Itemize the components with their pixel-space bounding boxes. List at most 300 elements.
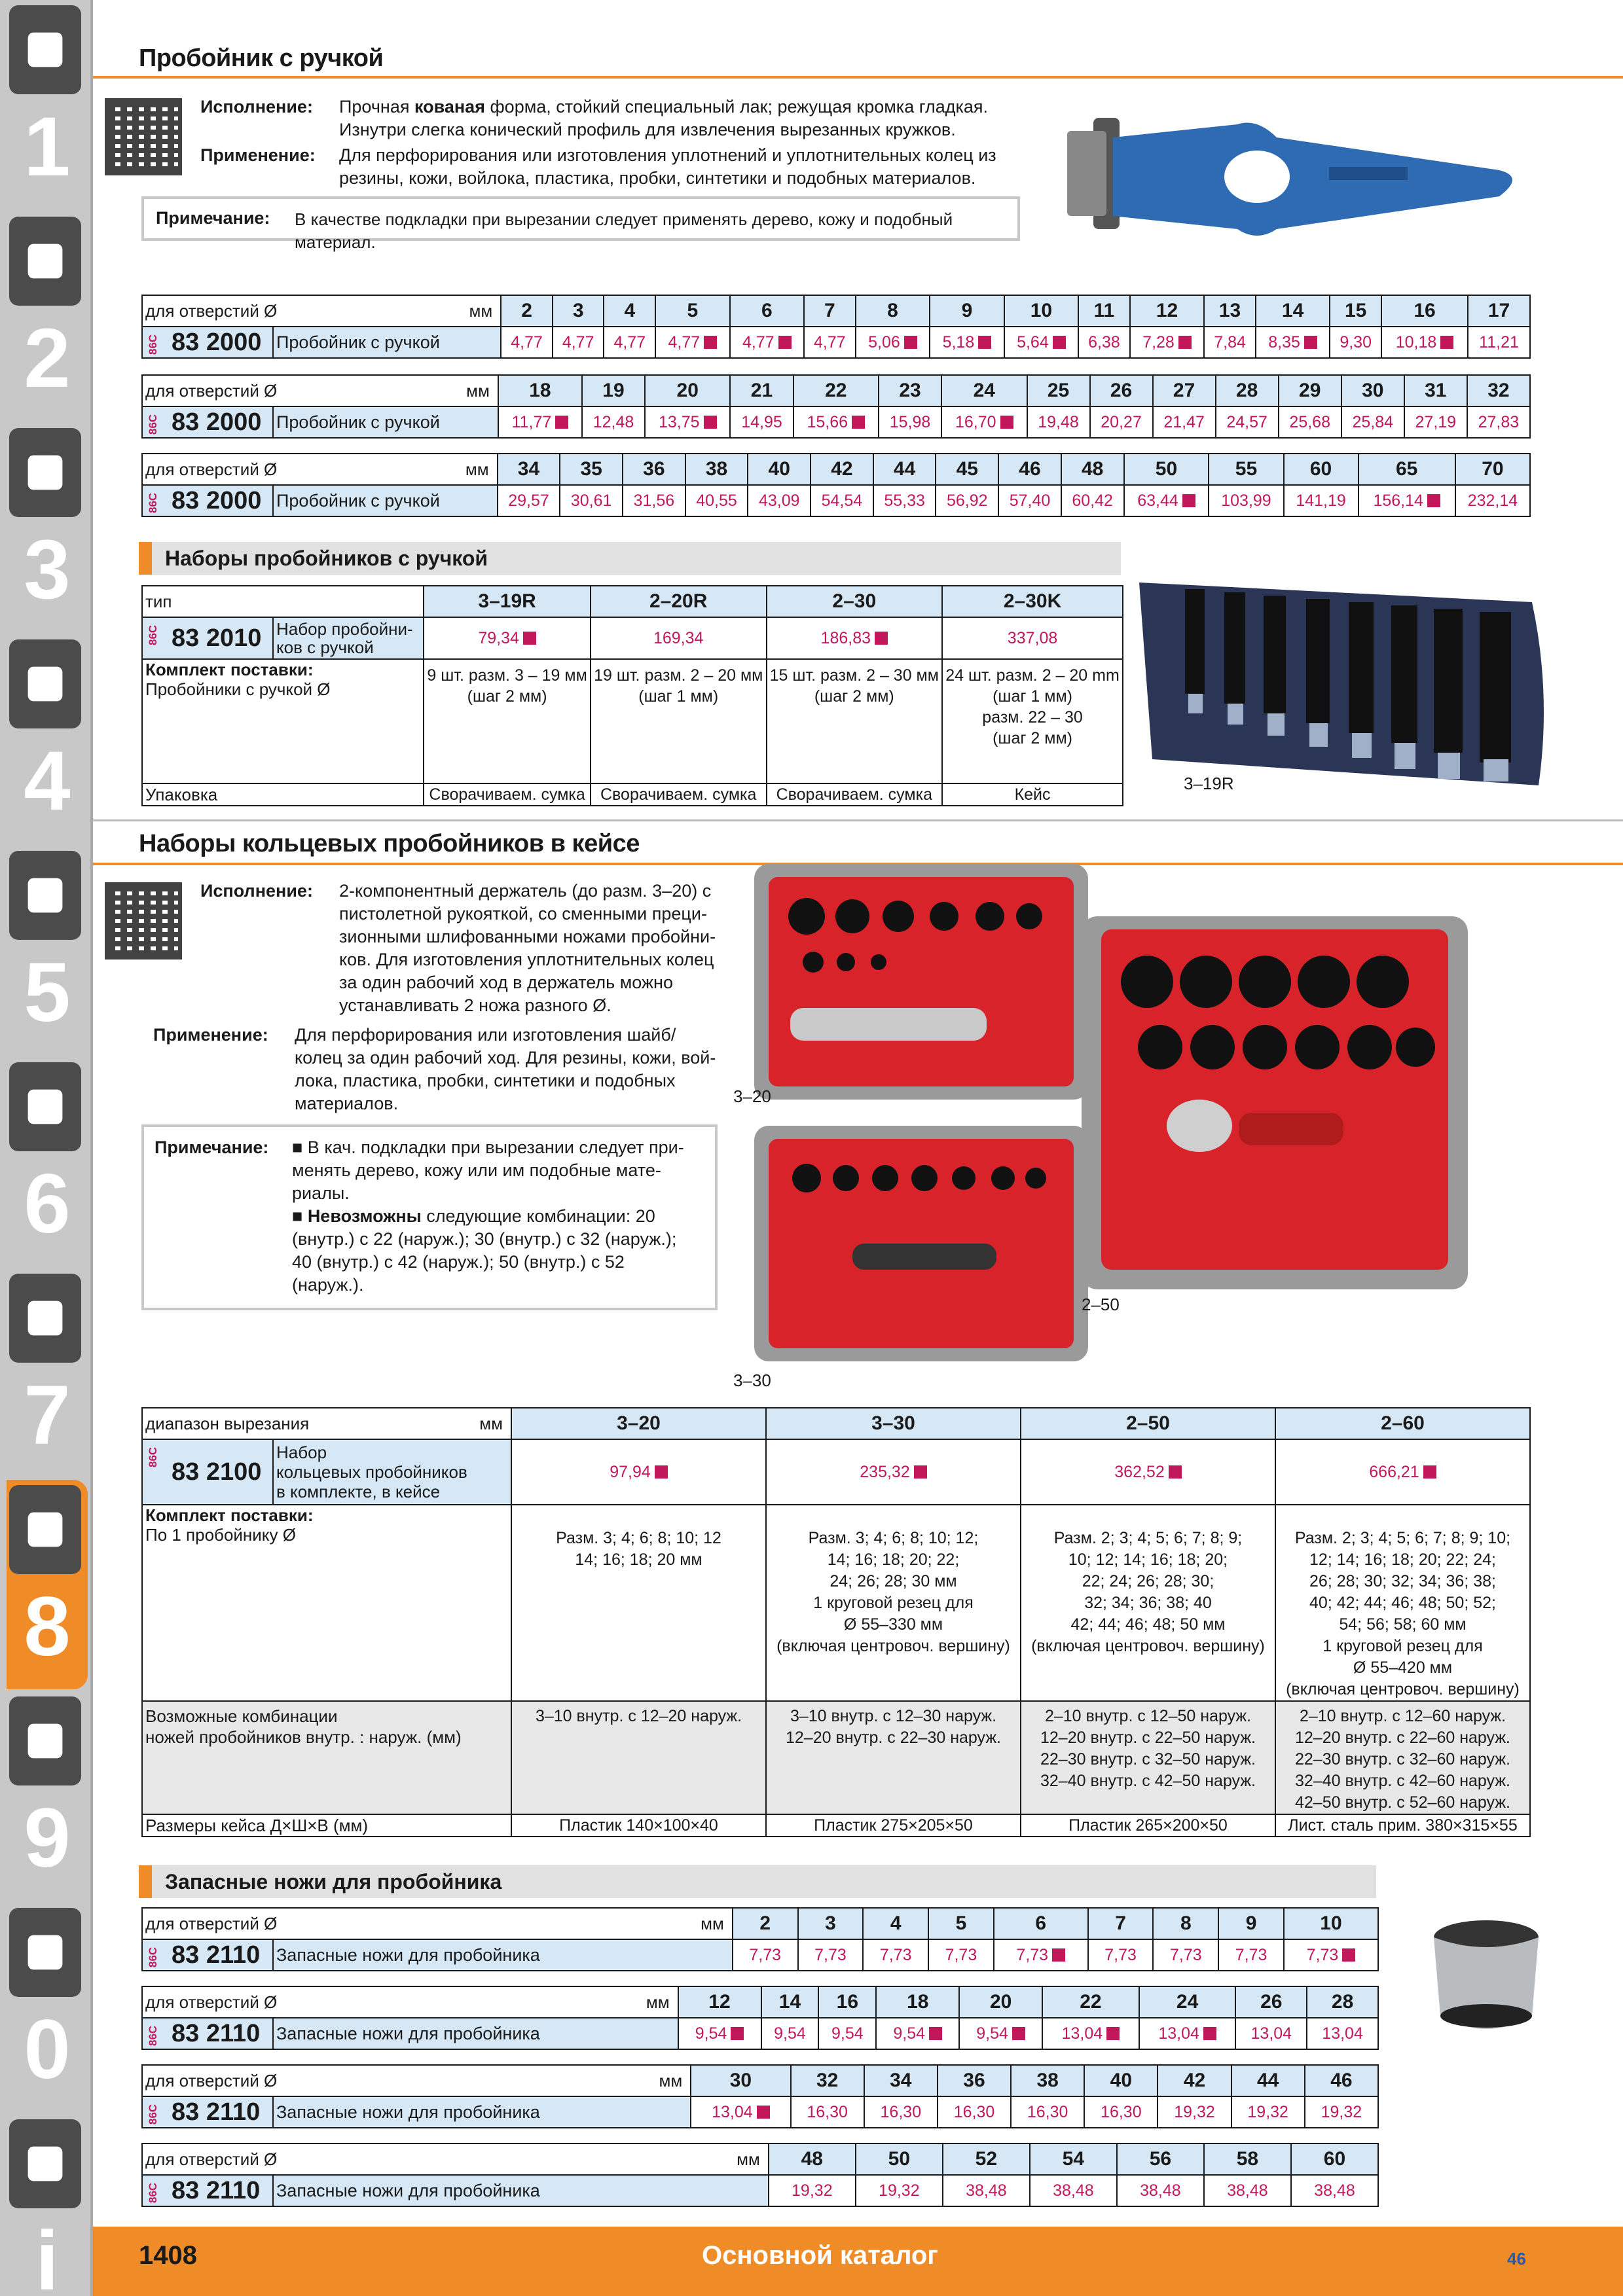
price-cell: 43,09 <box>748 485 811 516</box>
size-cell: 35 <box>560 454 623 485</box>
price-cell: 13,04 <box>1042 2018 1139 2049</box>
price-cell: 7,73 <box>863 1939 928 1971</box>
price-cell: 9,54 <box>818 2018 876 2049</box>
info-icon <box>9 2119 81 2208</box>
pack-label: Упаковка <box>142 783 424 806</box>
price-cell: 29,57 <box>498 485 560 516</box>
article-name: Набор кольцевых пробойников в комплекте, в кейсе <box>273 1439 511 1505</box>
size-cell: 6 <box>730 295 804 327</box>
blade-price-table-1 <box>141 1907 1379 1971</box>
size-cell: 36 <box>938 2065 1011 2096</box>
price-cell: 63,44 <box>1124 485 1209 516</box>
cabinet-icon <box>9 1696 81 1785</box>
size-cell: 8 <box>856 295 930 327</box>
price-cell: 24,57 <box>1216 406 1279 438</box>
price-cell: 19,32 <box>856 2175 943 2206</box>
size-cell: Лист. сталь прим. 380×315×55 <box>1275 1814 1530 1837</box>
size-cell: 28 <box>1307 1986 1378 2018</box>
price-cell: 7,73 <box>733 1939 798 1971</box>
comb-cell: 2–10 внутр. с 12–50 наруж. 12–20 внутр. с 22–50 наруж. 22–30 внутр. с 32–50 наруж. 32–40 внутр. с 42–50 наруж. <box>1021 1701 1275 1814</box>
hdr-label: для отверстий Ø мм <box>142 2065 691 2096</box>
price-cell: 38,48 <box>1204 2175 1291 2206</box>
ring-punch-cases-photo <box>728 851 1566 1394</box>
size-cell: 22 <box>1042 1986 1139 2018</box>
sidebar-chapter-7[interactable] <box>7 1268 88 1478</box>
subsection-punch-sets: Наборы пробойников с ручкой <box>139 542 1121 575</box>
toolbox-icon <box>9 1485 81 1574</box>
price-cell: 6,38 <box>1078 327 1130 358</box>
chuck-icon <box>9 428 81 517</box>
size-cell: 40 <box>1084 2065 1158 2096</box>
price-cell: 21,47 <box>1153 406 1216 438</box>
comb-cell: 2–10 внутр. с 12–60 наруж. 12–20 внутр. с 22–60 наруж. 22–30 внутр. с 32–60 наруж. 32–40 внутр. с 42–60 наруж. 42–50 внутр. с 52–60 наруж. <box>1275 1701 1530 1814</box>
exec-label-2: Исполнение: <box>200 881 313 901</box>
price-cell: 27,19 <box>1404 406 1467 438</box>
price-cell: 31,56 <box>623 485 685 516</box>
price-cell: 30,61 <box>560 485 623 516</box>
pack-cell: Сворачиваем. сумка <box>591 783 767 806</box>
price-cell: 97,94 <box>511 1439 766 1505</box>
price-cell: 5,18 <box>930 327 1004 358</box>
price-cell: 79,34 <box>424 617 591 659</box>
section-title-ring-punch-sets: Наборы кольцевых пробойников в кейсе <box>139 830 640 857</box>
size-cell: 16 <box>1381 295 1468 327</box>
article-name: Пробойник с ручкой <box>273 485 498 516</box>
note-box: Примечание: В качестве подкладки при вырезании следует применять дерево, кожу и подобный материал. <box>141 196 1020 241</box>
article-code: 86C 83 2110 <box>142 2018 273 2049</box>
range-cell: 2–60 <box>1275 1408 1530 1439</box>
sidebar-chapter-number: 8 <box>24 1580 71 1674</box>
price-cell: 13,04 <box>691 2096 790 2128</box>
app-label-2: Применение: <box>153 1025 268 1045</box>
price-cell: 19,32 <box>1305 2096 1378 2128</box>
sidebar-chapter-number: 9 <box>24 1791 71 1885</box>
price-cell: 16,30 <box>1011 2096 1084 2128</box>
sidebar-chapter-number: i <box>35 2214 59 2296</box>
size-cell: 42 <box>811 454 873 485</box>
price-cell: 16,70 <box>941 406 1027 438</box>
kit-cell: Разм. 2; 3; 4; 5; 6; 7; 8; 9; 10; 12; 14; 16; 18; 20; 22; 24; 26; 28; 30; 32; 34; 36; 38; 40 42; 44; 46; 48; 50 мм (включая центровоч. вершину) <box>1021 1505 1275 1701</box>
size-cell: 30 <box>691 2065 790 2096</box>
punch-price-table-1 <box>141 295 1531 359</box>
type-label: тип <box>142 586 424 617</box>
size-cell: 5 <box>655 295 729 327</box>
price-cell: 57,40 <box>998 485 1061 516</box>
size-cell: 7 <box>1088 1908 1154 1939</box>
hdr-label: для отверстий Ø мм <box>142 454 498 485</box>
size-cell: 16 <box>818 1986 876 2018</box>
size-cell: 42 <box>1158 2065 1231 2096</box>
wrench-icon <box>9 1062 81 1151</box>
size-cell: 17 <box>1468 295 1530 327</box>
saw-icon <box>9 851 81 940</box>
size-cell: 38 <box>685 454 748 485</box>
size-cell: 5 <box>928 1908 994 1939</box>
sidebar-chapter-3[interactable] <box>7 423 88 632</box>
price-cell: 20,27 <box>1090 406 1153 438</box>
app-text: Для перфорирования или изготовления уплотнений и уплотнительных колец из резины, кожи, войлока, пластика, пробки, синтетики и подобных материалов. <box>339 145 996 188</box>
size-cell: 48 <box>1061 454 1124 485</box>
price-cell: 7,73 <box>798 1939 864 1971</box>
spare-blade-photo <box>1421 1911 1552 2042</box>
article-code: 86C 83 2110 <box>142 2175 273 2206</box>
subsection-spare-blades: Запасные ножи для пробойника <box>139 1865 1376 1898</box>
price-cell: 5,06 <box>856 327 930 358</box>
type-cell: 3–19R <box>424 586 591 617</box>
catalog-name: Основной каталог <box>702 2241 938 2270</box>
price-cell: 156,14 <box>1359 485 1455 516</box>
size-cell: 32 <box>791 2065 864 2096</box>
insert-icon <box>9 217 81 306</box>
hdr-label: для отверстий Ø мм <box>142 1986 678 2018</box>
size-cell: 60 <box>1291 2144 1378 2175</box>
size-cell: 26 <box>1235 1986 1307 2018</box>
price-cell: 19,32 <box>1158 2096 1231 2128</box>
price-cell: 7,73 <box>994 1939 1088 1971</box>
section-rule <box>93 76 1623 79</box>
sidebar-chapter-number: 7 <box>24 1369 71 1462</box>
size-cell: 4 <box>863 1908 928 1939</box>
price-cell: 337,08 <box>942 617 1123 659</box>
article-name: Набор пробойни- ков с ручкой <box>273 617 424 659</box>
size-cell: 18 <box>876 1986 959 2018</box>
glasses-icon <box>9 1908 81 1997</box>
sidebar-chapter-8[interactable] <box>7 1480 88 1689</box>
size-cell: 40 <box>748 454 811 485</box>
price-cell: 27,83 <box>1467 406 1530 438</box>
article-name: Запасные ножи для пробойника <box>273 2175 769 2206</box>
price-cell: 7,73 <box>1153 1939 1218 1971</box>
price-cell: 232,14 <box>1455 485 1530 516</box>
app-label: Применение: <box>200 145 316 165</box>
size-label: Размеры кейса Д×Ш×В (мм) <box>142 1814 511 1837</box>
size-cell: 25 <box>1027 375 1090 406</box>
price-cell: 55,33 <box>873 485 936 516</box>
price-cell: 235,32 <box>766 1439 1021 1505</box>
sidebar-chapter-0[interactable] <box>7 1903 88 2112</box>
size-cell: 12 <box>678 1986 761 2018</box>
app-text-2: Для перфорирования или изготовления шайб/ колец за один рабочий ход. Для резины, кожи, вой- лока, пластика, пробки, синтетики и подобных материалов. <box>295 1025 716 1113</box>
size-cell: 20 <box>959 1986 1042 2018</box>
price-cell: 9,54 <box>761 2018 819 2049</box>
price-cell: 13,75 <box>645 406 730 438</box>
price-cell: 38,48 <box>1117 2175 1204 2206</box>
kit-label: Комплект поставки: Пробойники с ручкой Ø <box>142 659 424 783</box>
size-cell: 30 <box>1341 375 1404 406</box>
sidebar-chapter-number: 5 <box>24 946 71 1039</box>
price-cell: 38,48 <box>943 2175 1030 2206</box>
size-cell: 60 <box>1284 454 1359 485</box>
size-cell: 6 <box>994 1908 1088 1939</box>
price-cell: 141,19 <box>1284 485 1359 516</box>
blade-price-table-2 <box>141 1986 1379 2050</box>
kit-cell: Разм. 3; 4; 6; 8; 10; 12 14; 16; 18; 20 мм <box>511 1505 766 1701</box>
size-cell: 3 <box>798 1908 864 1939</box>
size-cell: 50 <box>1124 454 1209 485</box>
price-cell: 19,32 <box>769 2175 856 2206</box>
price-cell: 4,77 <box>804 327 856 358</box>
article-name: Пробойник с ручкой <box>273 406 498 438</box>
size-cell: 10 <box>1284 1908 1378 1939</box>
sidebar-chapter-number: 1 <box>24 100 71 194</box>
chapter-sidebar <box>0 0 93 2296</box>
range-label: диапазон вырезания мм <box>142 1408 511 1439</box>
qr-code-icon <box>105 98 182 175</box>
size-cell: 22 <box>793 375 879 406</box>
article-code: 86C 83 2100 <box>142 1439 273 1505</box>
size-cell: 15 <box>1330 295 1381 327</box>
sidebar-chapter-number: 6 <box>24 1157 71 1251</box>
price-cell: 4,77 <box>553 327 604 358</box>
comb-cell: 3–10 внутр. с 12–20 наруж. <box>511 1701 766 1814</box>
size-cell: 8 <box>1153 1908 1218 1939</box>
caption-3-30: 3–30 <box>733 1371 771 1390</box>
price-cell: 4,77 <box>730 327 804 358</box>
page-number: 1408 <box>139 2241 197 2270</box>
size-cell: 9 <box>1218 1908 1284 1939</box>
comb-label: Возможные комбинации ножей пробойников внутр. : наруж. (мм) <box>142 1701 511 1814</box>
blade-price-table-3 <box>141 2064 1379 2128</box>
kit-cell: 9 шт. разм. 3 – 19 мм (шаг 2 мм) <box>424 659 591 783</box>
article-name: Запасные ножи для пробойника <box>273 2096 691 2128</box>
price-cell: 9,54 <box>959 2018 1042 2049</box>
price-cell: 16,30 <box>1084 2096 1158 2128</box>
size-cell: Пластик 265×200×50 <box>1021 1814 1275 1837</box>
size-cell: 48 <box>769 2144 856 2175</box>
size-cell: 46 <box>1305 2065 1378 2096</box>
size-cell: 4 <box>604 295 655 327</box>
price-cell: 15,66 <box>793 406 879 438</box>
price-cell: 13,04 <box>1307 2018 1378 2049</box>
footer-small-number: 46 <box>1507 2249 1526 2269</box>
size-cell: 36 <box>623 454 685 485</box>
article-code: 86C 83 2110 <box>142 1939 273 1971</box>
caption-3-20: 3–20 <box>733 1086 771 1106</box>
price-cell: 25,68 <box>1279 406 1341 438</box>
caption-3-19r: 3–19R <box>1184 774 1234 793</box>
price-cell: 7,73 <box>1088 1939 1154 1971</box>
price-cell: 12,48 <box>582 406 645 438</box>
blade-price-table-4 <box>141 2143 1379 2207</box>
size-cell: 50 <box>856 2144 943 2175</box>
size-cell: 13 <box>1204 295 1256 327</box>
price-cell: 19,48 <box>1027 406 1090 438</box>
price-cell: 4,77 <box>501 327 553 358</box>
size-cell: 26 <box>1090 375 1153 406</box>
price-cell: 16,30 <box>938 2096 1011 2128</box>
price-cell: 7,28 <box>1130 327 1204 358</box>
size-cell: 34 <box>498 454 560 485</box>
price-cell: 38,48 <box>1291 2175 1378 2206</box>
price-cell: 10,18 <box>1381 327 1468 358</box>
sidebar-chapter-number: 2 <box>24 312 71 405</box>
size-cell: 24 <box>941 375 1027 406</box>
price-cell: 8,35 <box>1256 327 1330 358</box>
price-cell: 7,73 <box>928 1939 994 1971</box>
comb-cell: 3–10 внутр. с 12–30 наруж. 12–20 внутр. с 22–30 наруж. <box>766 1701 1021 1814</box>
size-cell: 12 <box>1130 295 1204 327</box>
size-cell: 52 <box>943 2144 1030 2175</box>
price-cell: 666,21 <box>1275 1439 1530 1505</box>
hdr-label: для отверстий Ø мм <box>142 375 498 406</box>
punch-price-table-3 <box>141 453 1531 517</box>
size-cell: 23 <box>879 375 941 406</box>
price-cell: 13,04 <box>1235 2018 1307 2049</box>
type-cell: 2–30K <box>942 586 1123 617</box>
pack-cell: Сворачиваем. сумка <box>767 783 943 806</box>
exec-label: Исполнение: <box>200 97 313 117</box>
price-cell: 16,30 <box>791 2096 864 2128</box>
size-cell: 2 <box>501 295 553 327</box>
size-cell: 29 <box>1279 375 1341 406</box>
article-code: 86C 83 2000 <box>142 327 273 358</box>
article-code: 86C 83 2000 <box>142 406 273 438</box>
pack-cell: Кейс <box>942 783 1123 806</box>
price-cell: 169,34 <box>591 617 767 659</box>
price-cell: 103,99 <box>1209 485 1283 516</box>
price-cell: 13,04 <box>1139 2018 1236 2049</box>
sidebar-chapter-5[interactable] <box>7 846 88 1055</box>
price-cell: 7,73 <box>1284 1939 1378 1971</box>
range-cell: 3–30 <box>766 1408 1021 1439</box>
price-cell: 16,30 <box>864 2096 938 2128</box>
sidebar-chapter-2[interactable] <box>7 211 88 421</box>
kit-label: Комплект поставки: По 1 пробойнику Ø <box>142 1505 511 1701</box>
drill-icon <box>9 5 81 94</box>
divider <box>93 819 1623 821</box>
type-cell: 2–30 <box>767 586 943 617</box>
article-name: Пробойник с ручкой <box>273 327 501 358</box>
size-cell: 18 <box>498 375 582 406</box>
qr-code-icon <box>105 882 182 960</box>
size-cell: 31 <box>1404 375 1467 406</box>
price-cell: 19,32 <box>1231 2096 1305 2128</box>
sidebar-chapter-6[interactable] <box>7 1057 88 1266</box>
exec-text: Прочная кованая форма, стойкий специальный лак; режущая кромка гладкая. Изнутри слегка конический профиль для извлечения вырезанных кружков. <box>339 97 989 139</box>
note-box-2: Примечание: ■ В кач. подкладки при вырезании следует при- менять дерево, кожу или им подобные мате- риалы. ■ Невозможны следующие комбинации: 20 (внутр.) с 22 (наруж.); 30 (внутр.) с 32 (наруж.); 40 (внутр.) с 42 (наруж.); 50 (внутр.) с 52 (наруж.). <box>141 1124 718 1310</box>
price-cell: 5,64 <box>1004 327 1078 358</box>
article-code: 86C 83 2110 <box>142 2096 273 2128</box>
price-cell: 9,54 <box>876 2018 959 2049</box>
caption-2-50: 2–50 <box>1082 1295 1120 1314</box>
size-cell: 14 <box>761 1986 819 2018</box>
size-cell: 2 <box>733 1908 798 1939</box>
price-cell: 38,48 <box>1030 2175 1117 2206</box>
sidebar-chapter-number: 0 <box>24 2003 71 2096</box>
size-cell: 44 <box>873 454 936 485</box>
size-cell: 9 <box>930 295 1004 327</box>
article-code: 86C 83 2010 <box>142 617 273 659</box>
price-cell: 4,77 <box>655 327 729 358</box>
range-cell: 3–20 <box>511 1408 766 1439</box>
hdr-label: для отверстий Ø мм <box>142 295 501 327</box>
size-cell: 28 <box>1216 375 1279 406</box>
type-cell: 2–20R <box>591 586 767 617</box>
size-cell: 19 <box>582 375 645 406</box>
kit-cell: 24 шт. разм. 2 – 20 mm (шаг 1 мм) разм. 22 – 30 (шаг 2 мм) <box>942 659 1123 783</box>
price-cell: 54,54 <box>811 485 873 516</box>
size-cell: 46 <box>998 454 1061 485</box>
pliers-icon <box>9 1274 81 1363</box>
size-cell: 21 <box>730 375 793 406</box>
kit-cell: Разм. 3; 4; 6; 8; 10; 12; 14; 16; 18; 20; 22; 24; 26; 28; 30 мм 1 круговой резец для Ø 55–330 мм (включая центровоч. вершину) <box>766 1505 1021 1701</box>
price-cell: 7,73 <box>1218 1939 1284 1971</box>
size-cell: 14 <box>1256 295 1330 327</box>
size-cell: 27 <box>1153 375 1216 406</box>
sidebar-chapter-4[interactable] <box>7 634 88 844</box>
pack-cell: Сворачиваем. сумка <box>424 783 591 806</box>
caliper-icon <box>9 639 81 728</box>
article-name: Запасные ножи для пробойника <box>273 2018 678 2049</box>
size-cell: 45 <box>936 454 998 485</box>
sidebar-chapter-number: 3 <box>24 523 71 617</box>
size-cell: 3 <box>553 295 604 327</box>
price-cell: 362,52 <box>1021 1439 1275 1505</box>
page-footer <box>93 2227 1623 2296</box>
kit-cell: 19 шт. разм. 2 – 20 мм (шаг 1 мм) <box>591 659 767 783</box>
size-cell: 7 <box>804 295 856 327</box>
size-cell: 38 <box>1011 2065 1084 2096</box>
punch-sets-table <box>141 585 1123 806</box>
size-cell: 20 <box>645 375 730 406</box>
price-cell: 11,21 <box>1468 327 1530 358</box>
article-code: 86C 83 2000 <box>142 485 273 516</box>
size-cell: Пластик 140×100×40 <box>511 1814 766 1837</box>
size-cell: 34 <box>864 2065 938 2096</box>
size-cell: 65 <box>1359 454 1455 485</box>
article-name: Запасные ножи для пробойника <box>273 1939 733 1971</box>
size-cell: 70 <box>1455 454 1530 485</box>
size-cell: 24 <box>1139 1986 1236 2018</box>
kit-cell: Разм. 2; 3; 4; 5; 6; 7; 8; 9; 10; 12; 14; 16; 18; 20; 22; 24; 26; 28; 30; 32; 34; 36; 38; 40; 42; 44; 46; 48; 50; 52; 54; 56; 58; 60 мм 1 круговой резец для Ø 55–420 мм (включая центровоч. вершину) <box>1275 1505 1530 1701</box>
punch-photo <box>1041 98 1552 255</box>
size-cell: 44 <box>1231 2065 1305 2096</box>
price-cell: 40,55 <box>685 485 748 516</box>
price-cell: 9,30 <box>1330 327 1381 358</box>
size-cell: 56 <box>1117 2144 1204 2175</box>
price-cell: 9,54 <box>678 2018 761 2049</box>
section-title-punch: Пробойник с ручкой <box>139 45 384 72</box>
size-cell: 58 <box>1204 2144 1291 2175</box>
price-cell: 11,77 <box>498 406 582 438</box>
sidebar-chapter-9[interactable] <box>7 1691 88 1901</box>
size-cell: Пластик 275×205×50 <box>766 1814 1021 1837</box>
size-cell: 11 <box>1078 295 1130 327</box>
hdr-label: для отверстий Ø мм <box>142 1908 733 1939</box>
price-cell: 15,98 <box>879 406 941 438</box>
sidebar-chapter-i[interactable] <box>7 2114 88 2296</box>
price-cell: 186,83 <box>767 617 943 659</box>
size-cell: 32 <box>1467 375 1530 406</box>
size-cell: 10 <box>1004 295 1078 327</box>
price-cell: 56,92 <box>936 485 998 516</box>
size-cell: 55 <box>1209 454 1283 485</box>
ring-punch-sets-table <box>141 1407 1531 1837</box>
sidebar-chapter-1[interactable] <box>7 0 88 209</box>
size-cell: 54 <box>1030 2144 1117 2175</box>
exec-text-2: 2-компонентный держатель (до разм. 3–20) с пистолетной рукояткой, со сменными преци- зионными шлифованными ножами пробойни- ков. Для изготовления уплотнительных колец за один рабочий ход в держатель можно устанавливать 2 ножа разного Ø. <box>339 881 716 1015</box>
range-cell: 2–50 <box>1021 1408 1275 1439</box>
price-cell: 7,84 <box>1204 327 1256 358</box>
punch-price-table-2 <box>141 374 1531 439</box>
kit-cell: 15 шт. разм. 2 – 30 мм (шаг 2 мм) <box>767 659 943 783</box>
price-cell: 60,42 <box>1061 485 1124 516</box>
price-cell: 4,77 <box>604 327 655 358</box>
sidebar-chapter-number: 4 <box>24 734 71 828</box>
hdr-label: для отверстий Ø мм <box>142 2144 769 2175</box>
price-cell: 14,95 <box>730 406 793 438</box>
price-cell: 25,84 <box>1341 406 1404 438</box>
